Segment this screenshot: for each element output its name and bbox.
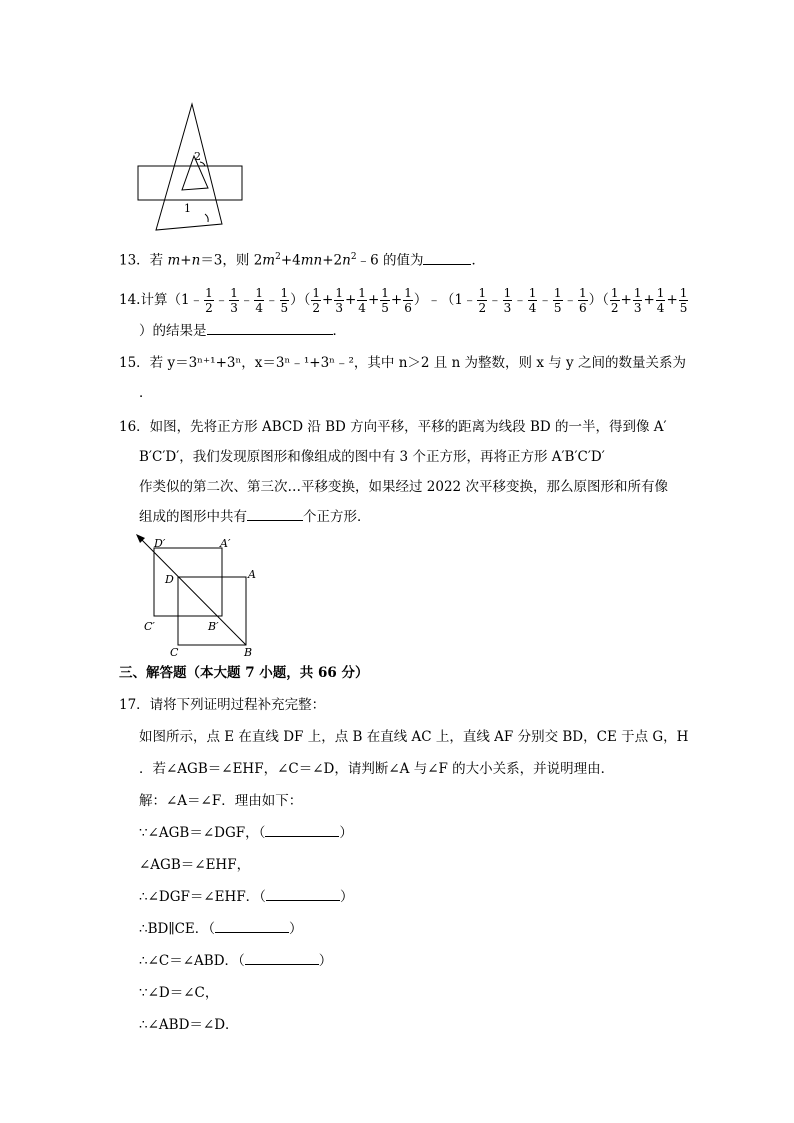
question-13: 13．若 m+n＝3，则 $2m^2+4mn+2n^2﹣6$ 的值为 ．	[119, 252, 485, 269]
answer-blank[interactable]	[245, 952, 319, 965]
answer-blank[interactable]	[266, 888, 340, 901]
question-17-s8: ∴∠ABD＝∠D．	[139, 1017, 239, 1033]
rectangle-strip	[138, 166, 242, 200]
label-c-prime: C′	[144, 620, 155, 633]
label-d-prime: D′	[154, 537, 166, 550]
question-15: 15．若 y＝3ⁿ⁺¹+3ⁿ，x＝3ⁿ﹣¹+3ⁿ﹣²，其中 n＞2 且 n 为整数，则 x 与 y 之间的数量关系为	[119, 355, 686, 371]
question-17-p2: ．若∠AGB＝∠EHF，∠C＝∠D，请判断∠A 与∠F 的大小关系，并说明理由．	[139, 761, 615, 777]
question-17-p1: 如图所示，点 E 在直线 DF 上，点 B 在直线 AC 上，直线 AF 分别交 BD，CE 于点 G，H	[139, 729, 689, 745]
answer-blank[interactable]	[423, 252, 471, 265]
label-d: D	[165, 573, 174, 586]
label-c: C	[170, 646, 179, 659]
label-b-prime: B′	[208, 620, 219, 633]
question-17-s4: ∴∠DGF＝∠EHF．（ ）	[139, 889, 354, 905]
answer-blank[interactable]	[265, 824, 339, 837]
square-translation-figure	[132, 530, 266, 660]
label-a-prime: A′	[220, 537, 231, 550]
question-17-title: 17．请将下列证明过程补充完整：	[119, 697, 326, 713]
answer-blank[interactable]	[247, 508, 303, 521]
question-16-line4: 组成的图形中共有 个正方形．	[139, 509, 371, 525]
question-16-line3: 作类似的第二次、第三次…平移变换，如果经过 2022 次平移变换，那么原图形和所有像	[139, 479, 668, 495]
question-17-s7: ∵∠D＝∠C，	[139, 985, 219, 1001]
triangle-ruler-figure	[130, 100, 260, 235]
angle-2-label: 2	[194, 150, 201, 163]
label-a: A	[248, 568, 256, 581]
answer-blank[interactable]	[207, 322, 333, 335]
question-17-s2: ∵∠AGB＝∠DGF，（ ）	[139, 825, 353, 841]
label-b: B	[244, 646, 253, 659]
question-15-line2: ．	[139, 385, 153, 401]
angle-1-label: 1	[184, 202, 191, 215]
question-17-s3: ∠AGB＝∠EHF，	[139, 857, 251, 873]
question-16-line2: B′C′D′，我们发现原图形和像组成的图中有 3 个正方形，再将正方形 A′B′C′D′	[139, 449, 605, 465]
answer-blank[interactable]	[215, 920, 289, 933]
question-14: 14.计算（1﹣ $\frac{1}{2}$ ﹣ $\frac{1}{3}$ ﹣ $\frac{1}{4}$ ﹣ $\frac{1}{5}$ ）（ $\frac{1}{2}$ + $\frac{1}{3}$ + $\frac{1}{4}$ + $\frac{1}{5}$ + $\frac{1}{6}$ ）﹣（1﹣ $\frac{1}{2}$ ﹣ $\frac{1}{3}$ ﹣ $\frac{1}{4}$ ﹣ $\frac{1}{5}$ ﹣ $\frac{1}{6}$ ）（ $\frac{1}{2}$ + $\frac{1}{3}$ + $\frac{1}{4}$ + $\frac{1}{5}$	[119, 286, 688, 315]
question-17-s1: 解：∠A＝∠F．理由如下：	[139, 793, 303, 809]
question-16-line1: 16．如图，先将正方形 ABCD 沿 BD 方向平移，平移的距离为线段 BD 的一半，得到像 A′	[119, 419, 667, 435]
section-3-heading: 三、解答题（本大题 7 小题，共 66 分）	[119, 665, 369, 681]
question-14-line2: ）的结果是 ．	[139, 323, 346, 339]
question-17-s5: ∴BD∥CE．（ ）	[139, 921, 303, 937]
question-17-s6: ∴∠C＝∠ABD．（ ）	[139, 953, 333, 969]
